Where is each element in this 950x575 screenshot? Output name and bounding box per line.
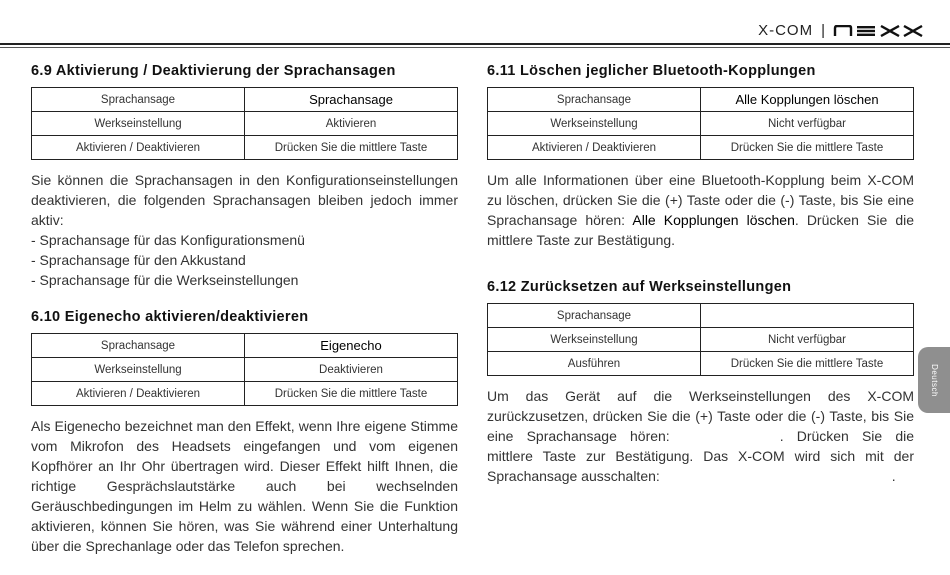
table-cell: Drücken Sie die mittlere Taste [701,136,914,160]
table-row [488,352,914,376]
table-row [32,112,458,136]
section-6-10-title: 6.10 Eigenecho aktivieren/deaktivieren [31,309,309,325]
table-cell [701,304,914,328]
table-row [32,136,458,160]
table-cell: Eigenecho [245,334,458,358]
table-cell: Werkseinstellung [32,112,245,136]
table-row [488,136,914,160]
table-cell: Drücken Sie die mittlere Taste [245,136,458,160]
table-cell: Sprachansage [488,304,701,328]
header-separator: | [821,22,825,39]
paragraph-text: . Drücken Sie die mittlere Taste zur Bestätigung. [487,212,915,248]
table-row [32,334,458,358]
table-row [488,88,914,112]
table-row [32,88,458,112]
table-cell: Nicht verfügbar [701,328,914,352]
table-cell: Sprachansage [32,88,245,112]
table-cell: Sprachansage [488,88,701,112]
language-tab [918,347,950,413]
paragraph-text: . Drücken Sie die mittlere Taste zur Bestätigung. Das X-COM wird sich mit der Sprachansage ausschalten: [487,428,915,484]
table-cell: Werkseinstellung [488,328,701,352]
table-cell: Aktivieren / Deaktivieren [488,136,701,160]
right-column [487,60,914,486]
section-6-11-table [487,87,914,160]
header-brand [758,22,925,39]
section-6-10-table [31,333,458,406]
paragraph-text: Um alle Informationen über eine Bluetooth-Kopplung beim X-COM zu löschen, drücken Sie die (+) Taste oder die (-) Taste, bis Sie eine Sprachansage hören: [487,172,914,228]
table-cell: Deaktivieren [245,358,458,382]
table-cell: Ausführen [488,352,701,376]
table-cell: Werkseinstellung [32,358,245,382]
table-cell: Alle Kopplungen löschen [701,88,914,112]
section-6-9-table [31,87,458,160]
left-column [31,60,458,556]
table-cell: Nicht verfügbar [701,112,914,136]
section-6-11-paragraph [487,170,914,250]
table-cell: Aktivieren / Deaktivieren [32,136,245,160]
table-cell: Aktivieren / Deaktivieren [32,382,245,406]
section-6-12-title: 6.12 Zurücksetzen auf Werkseinstellungen [487,279,792,295]
table-row [488,304,914,328]
section-6-11-title: 6.11 Löschen jeglicher Bluetooth-Kopplungen [487,63,816,79]
nexx-logo-icon [833,25,925,37]
section-6-9-title: 6.9 Aktivierung / Deaktivierung der Sprachansagen [31,63,396,79]
table-cell: Werkseinstellung [488,112,701,136]
table-cell: Drücken Sie die mittlere Taste [245,382,458,406]
section-6-12-table [487,303,914,376]
section-6-9-paragraph: Sie können die Sprachansagen in den Konfigurationseinstellungen deaktivieren, die folgenden Sprachansagen bleiben jedoch immer aktiv: [31,172,458,228]
section-6-10-paragraph: Als Eigenecho bezeichnet man den Effekt, wenn Ihre eigene Stimme vom Mikrofon des Headsets eingefangen und vom eigenen Kopfhörer an Ihr Ohr übertragen wird. Dieser Effekt hilft Ihnen, die richtige Gesprächslautstärke auch bei wechselnden Geräuschbedingungen im Helm zu wählen. Wenn Sie die Funktion aktivieren, können Sie hören, was Sie während einer Unterhaltung über die Sprechanlage oder das Telefon sprechen. [31,418,458,554]
list-item: - Sprachansage für den Akkustand [31,252,246,268]
voice-prompt-list [31,230,458,290]
table-cell: Sprachansage [245,88,458,112]
section-6-12-paragraph [487,386,914,486]
list-item: - Sprachansage für die Werkseinstellungen [31,272,299,288]
table-cell: Sprachansage [32,334,245,358]
voice-prompt-text: Alle Kopplungen löschen [632,212,795,228]
table-row [32,382,458,406]
list-item: - Sprachansage für das Konfigurationsmenü [31,232,305,248]
header-rule-thin [0,47,950,48]
model-name: X-COM [758,22,814,39]
table-row [488,112,914,136]
header-rule [0,43,950,45]
table-cell: Aktivieren [245,112,458,136]
paragraph-text: Um das Gerät auf die Werkseinstellungen des X-COM zurückzusetzen, drücken Sie die (+) Taste oder die (-) Taste, bis Sie eine Sprachansage hören: [487,388,914,444]
table-cell: Drücken Sie die mittlere Taste [701,352,914,376]
table-row [32,358,458,382]
language-tab-label: Deutsch [929,363,939,397]
table-row [488,328,914,352]
paragraph-text: . [891,468,896,484]
